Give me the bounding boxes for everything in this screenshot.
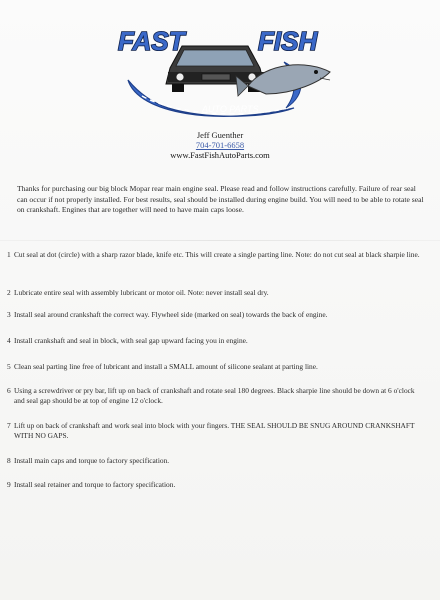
logo-subtitle: AUTO PARTS [202,104,259,114]
step-1: 1 Cut seal at dot (circle) with a sharp razor blade, knife etc. This will create a single parting line. Note: do not cut seal at black sharpie line. [7,250,420,259]
step-5: 5 Clean seal parting line free of lubricant and install a SMALL amount of silicone sealant at parting line. [7,362,318,371]
paper-fold-line [0,240,440,241]
step-3: 3 Install seal around crankshaft the correct way. Flywheel side (marked on seal) towards the back of engine. [7,310,328,319]
step-7: 7 Lift up on back of crankshaft and work seal into block with your fingers. THE SEAL SHOULD BE SNUG AROUND CRANKSHAFT WITH NO GAPS. [7,421,415,440]
intro-paragraph: Thanks for purchasing our big block Mopar rear main engine seal. Please read and follow instructions carefully. Failure of rear seal can occur if not properly installed. For best results, seal should be installed during engine build. You will need to be able to rotate seal on crankshaft. Engines that are together will need to have main caps loose. [17,184,424,215]
logo-word-left: FAST [118,26,185,56]
step-2: 2 Lubricate entire seal with assembly lubricant or motor oil. Note: never install seal dry. [7,288,269,297]
step-4: 4 Install crankshaft and seal in block, with seal gap upward facing you in engine. [7,336,248,345]
logo-word-right: FISH [258,26,318,56]
fast-fish-logo [98,22,346,130]
contact-website[interactable]: www.FastFishAutoParts.com [170,150,270,160]
step-9: 9 Install seal retainer and torque to factory specification. [7,480,176,489]
contact-block [0,130,440,160]
contact-phone[interactable]: 704-701-6658 [195,140,245,150]
step-8: 8 Install main caps and torque to factory specification. [7,456,170,465]
step-6: 6 Using a screwdriver or pry bar, lift up on back of crankshaft and rotate seal 180 degrees. Black sharpie line should be down at 6 o'clock and seal gap should be at top of engine 12 o'clock. [7,386,415,405]
contact-name: Jeff Guenther [196,130,244,140]
